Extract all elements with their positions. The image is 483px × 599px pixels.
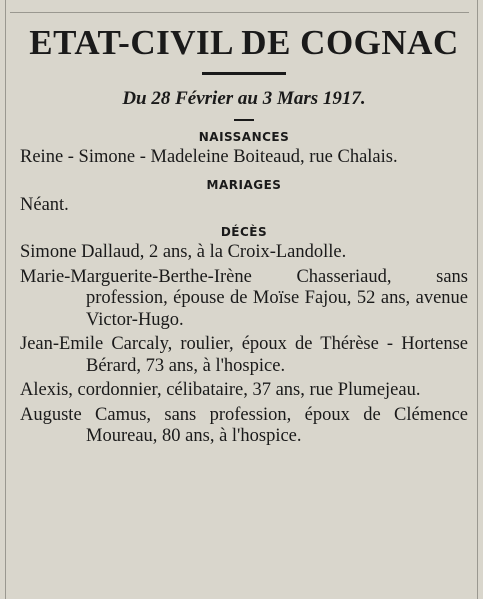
- column-rule-left: [5, 0, 6, 599]
- date-dash: [234, 119, 254, 121]
- article-title: ETAT-CIVIL DE COGNAC: [29, 23, 459, 62]
- birth-entry: Reine - Simone - Madeleine Boiteaud, rue Chalais.: [20, 147, 398, 167]
- article: [20, 22, 468, 448]
- deaths-heading: DÉCÈS: [220, 225, 268, 239]
- marriage-entry: Néant.: [20, 194, 69, 215]
- births-heading: NAISSANCES: [198, 130, 290, 144]
- top-rule: [10, 12, 469, 13]
- date-range: Du 28 Février au 3 Mars 1917.: [122, 88, 366, 109]
- death-entry: Alexis, cordonnier, célibataire, 37 ans, rue Plumejeau.: [20, 380, 421, 400]
- death-entry: Auguste Camus, sans profession, époux de Clémence Moureau, 80 ans, à l'hospice.: [20, 404, 468, 446]
- column-rule-right: [477, 0, 478, 599]
- title-rule: [202, 72, 286, 75]
- death-entry: Marie-Marguerite-Berthe-Irène Chasseriaud, sans profession, épouse de Moïse Fajou, 52 ans, avenue Victor-Hugo.: [20, 266, 468, 330]
- marriages-heading: MARIAGES: [206, 177, 282, 192]
- death-entry: Simone Dallaud, 2 ans, à la Croix-Landolle.: [20, 242, 347, 262]
- death-entry: Jean-Emile Carcaly, roulier, époux de Thérèse - Hortense Bérard, 73 ans, à l'hospice.: [20, 334, 468, 376]
